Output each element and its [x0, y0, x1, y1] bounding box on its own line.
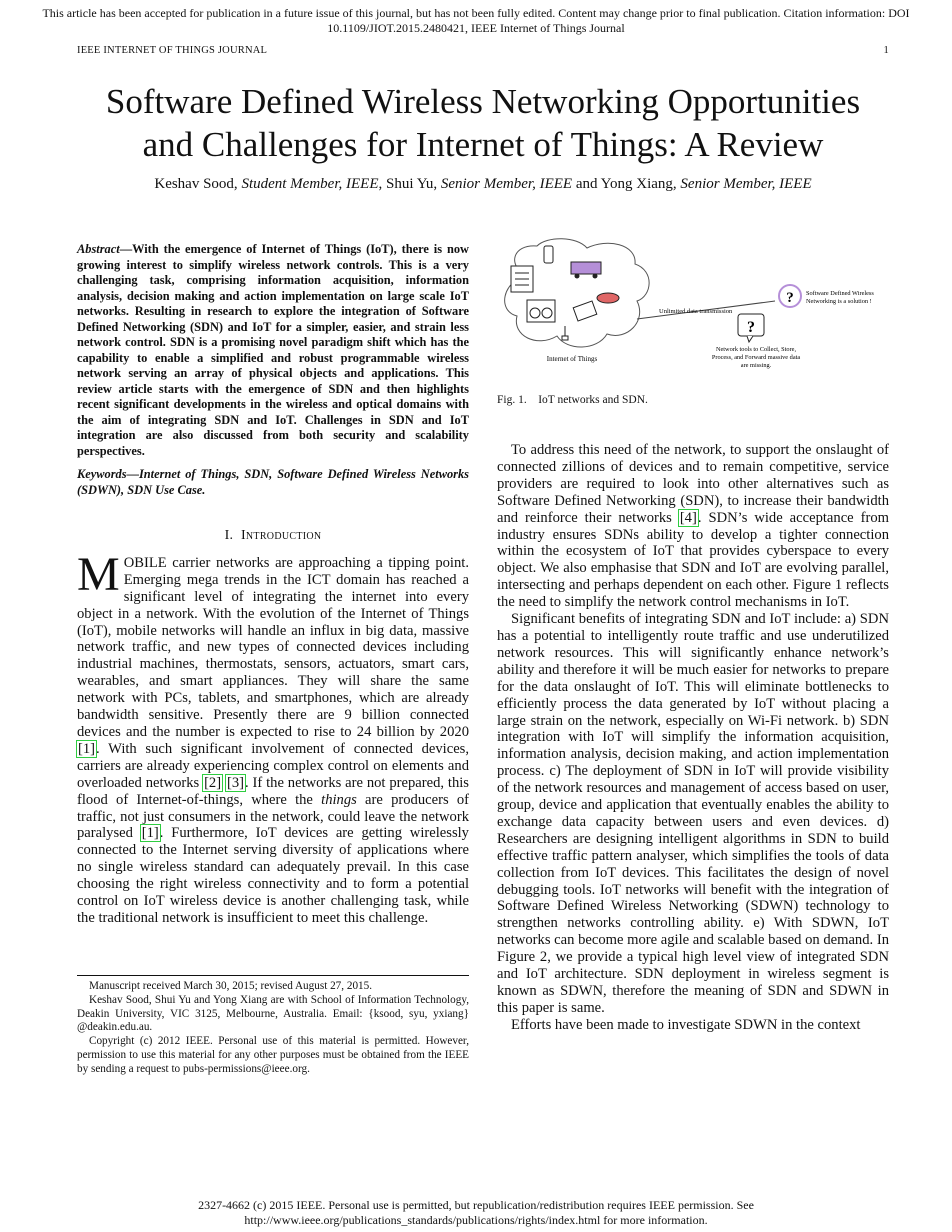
intro-emphasis: things: [321, 791, 357, 808]
author-3-role: Senior Member, IEEE: [680, 176, 812, 192]
left-column: [77, 242, 469, 927]
author-1-role: Student Member, IEEE: [241, 176, 379, 192]
keywords-label: Keywords: [77, 467, 127, 481]
footer-line-1: 2327-4662 (c) 2015 IEEE. Personal use is permitted, but republication/redistribution requires IEEE permission. See: [198, 1198, 754, 1212]
footnote-received: Manuscript received March 30, 2015; revised August 27, 2015.: [89, 980, 373, 992]
publication-notice: [0, 6, 952, 36]
sensor-icon: [562, 336, 568, 340]
citation-link[interactable]: [4]: [679, 509, 697, 526]
footnote-affiliation: Keshav Sood, Shui Yu and Yong Xiang are with School of Information Technology, Deakin University, VIC 3125, Melbourne, Australia. Email: {ksood, syu, yxiang} @deakin.edu.au.: [77, 993, 469, 1034]
question-mark: ?: [786, 290, 794, 306]
phone-icon: [544, 246, 553, 263]
abstract-label: Abstract: [77, 242, 120, 256]
bicycle-icon: [527, 300, 555, 322]
truck-icon: [571, 262, 601, 274]
tools-label-1: Network tools to Collect, Store,: [715, 346, 797, 353]
right-paragraph-1: [497, 442, 889, 611]
right-text-2: . SDN’s wide acceptance from industry ensures SDNs ability to develop a tighter connection within the ecosystem of IoT that provides cyberspace to every object. We also emphasise that SDN and IoT are evolving parallel, intersecting and perhaps dependent on each other. Figure 1 reflects the need to simplify the network control mechanisms in IoT.: [497, 509, 889, 611]
title-line-1: Software Defined Wireless Networking Opportunities: [105, 82, 861, 121]
intro-text-3: . If the networks are not prepared, this flood of Internet-of-things, where the: [77, 774, 469, 808]
section-heading: [77, 528, 469, 545]
introduction-body: [77, 547, 470, 927]
citation-link[interactable]: [1]: [78, 740, 96, 757]
abstract-text: —With the emergence of Internet of Things (IoT), there is now growing interest to simplify wireless network controls. This is a very challenging task, comprising information acquisition, information analysis, decision making and action implementation on large scale IoT networks. Resulting in research to explore the integration of Software Defined Networking (SDN) and IoT for a simpler, easier, and strain less network control. SDN is a promising novel paradigm shift which has the capability to enable a simplified and robust programmable wireless network serving an array of physical objects and applications. This review article starts with the emergence of SDN and then highlights recent significant developments in the wireless and optical domains with the aim of integrating SDN and IoT. Challenges in SDN and IoT integration are also discussed from both security and scalability perspectives.: [77, 242, 469, 458]
author-list: [40, 176, 926, 193]
figure-1-diagram: [497, 236, 892, 386]
iot-label: Internet of Things: [546, 355, 598, 363]
footer-line-2: http://www.ieee.org/publications_standards/publications/rights/index.html for more information.: [244, 1213, 708, 1227]
laptop-icon: [573, 301, 597, 321]
figure-caption: Fig. 1. IoT networks and SDN.: [497, 394, 648, 406]
section-title: Introduction: [240, 528, 322, 543]
right-text-1: To address this need of the network, to support the onslaught of connected zillions of devices and to remain competitive, service providers are required to look into other alternatives such as Software Defined Networking (SDN), to increase their bandwidth and reinforce their networks: [497, 442, 889, 526]
author-2-role: Senior Member, IEEE: [440, 176, 573, 192]
car-icon: [597, 293, 619, 303]
intro-text-5: . Furthermore, IoT devices are getting wirelessly connected to the Internet serving diversity of applications where no single wireless standard can adequately prevail. In this case choosing the right wireless connectivity and to form a potential control on IoT wireless device is another challenging task, while the traditional network is insufficient to meet this challenge.: [77, 825, 469, 926]
keywords: [77, 467, 469, 498]
iot-cloud: [505, 239, 649, 347]
figure-1: [497, 236, 892, 386]
tools-label-3: are missing.: [740, 362, 772, 369]
question-mark: ?: [747, 319, 755, 336]
footnote-copyright: Copyright (c) 2012 IEEE. Personal use of this material is permitted. However, permission to use this material for any other purposes must be obtained from the IEEE by sending a request to pubs-permissions@ieee.org.: [77, 1035, 469, 1075]
tools-label-2: Process, and Forward massive data: [711, 354, 801, 361]
footnote: [77, 975, 469, 1077]
paper-title: [50, 80, 916, 166]
running-head: [77, 45, 889, 56]
author-1: Keshav Sood,: [154, 176, 242, 192]
right-column: [497, 442, 889, 1034]
drop-cap: M: [77, 547, 120, 601]
citation-link[interactable]: [3]: [226, 774, 244, 791]
notice-line-2: 10.1109/JIOT.2015.2480421, IEEE Internet of Things Journal: [327, 21, 625, 35]
sdn-label-1: Software Defined Wireless: [806, 290, 874, 297]
page-number: 1: [883, 45, 889, 56]
page-footer: [0, 1198, 952, 1228]
intro-text-1: OBILE carrier networks are approaching a tipping point. Emerging mega trends in the ICT domain has reached a significant level of integrating the internet into every object in a network. With the evolution of the Internet of Things (IoT), mobile networks will handle an influx in big data, massive network traffic, and new types of connected devices including industrial machines, thermostats, sensors, actuators, smart cars, wearables, and smart appliances. They will share the same network with PCs, tablets, and smartphones, which are already bandwidth sensitive. Presently there are 9 billion connected devices and the number is expected to rise to 24 billion by 2020: [77, 554, 469, 740]
right-paragraph-3: Efforts have been made to investigate SDWN in the context: [511, 1016, 861, 1033]
abstract: [77, 242, 469, 459]
citation-link[interactable]: [1]: [141, 825, 159, 842]
keywords-text: —Internet of Things, SDN, Software Defined Wireless Networks (SDWN), SDN Use Case.: [77, 467, 469, 497]
citation-link[interactable]: [2]: [204, 774, 222, 791]
section-number: I.: [224, 528, 234, 543]
link-label: Unlimited data transmission: [659, 308, 733, 315]
sdn-label-2: Networking is a solution !: [806, 298, 872, 305]
journal-name: IEEE INTERNET OF THINGS JOURNAL: [77, 45, 268, 56]
notice-line-1: This article has been accepted for publication in a future issue of this journal, but has not been fully edited. Content may change prior to final publication. Citation information: DOI: [42, 6, 910, 20]
author-3: and Yong Xiang,: [572, 176, 681, 192]
author-2: , Shui Yu,: [378, 176, 441, 192]
intro-text-2: . With such significant involvement of connected devices, carriers are already experiencing complex control on elements and overloaded networks: [77, 740, 469, 791]
right-paragraph-2: Significant benefits of integrating SDN and IoT include: a) SDN has a potential to intelligently route traffic and use underutilized network resources. This will significantly enhance network’s ability and therefore it will be much easier for networks to prepare for the data onslaught of IoT. This will eliminate bottlenecks to efficiently process the data generated by IoT without placing a large strain on the network, especially on Wi-Fi network. b) SDN integration with IoT will simplify the information acquisition, information analysis, decision making, and action implementation process. c) The deployment of SDN in IoT will provide visibility of the network resources and management of access based on user, group, device and application that eventually enables the ability to exchange data capacity between users and even devices. d) Researchers are designing intelligent algorithms in SDN to build effective traffic pattern analyser, which simplifies the tools of data collection from IoT devices. This facilitates the design of novel debugging tools. IoT networks will benefit with the integration of Software Defined Wireless Networking (SDWN) technology to strengthen networks controlling ability. e) With SDWN, IoT networks can become more agile and scalable based on demand. In Figure 2, we provide a typical high level view of integrated SDN and IoT architecture. SDN deployment in wireless segment is known as SDWN, therefore the meaning of SDN and SDWN in this paper is same.: [497, 611, 889, 1016]
title-line-2: and Challenges for Internet of Things: A Review: [142, 125, 824, 164]
intro-text-4: are producers of traffic, not just consumers in the network, could leave the network paralysed: [77, 791, 470, 842]
